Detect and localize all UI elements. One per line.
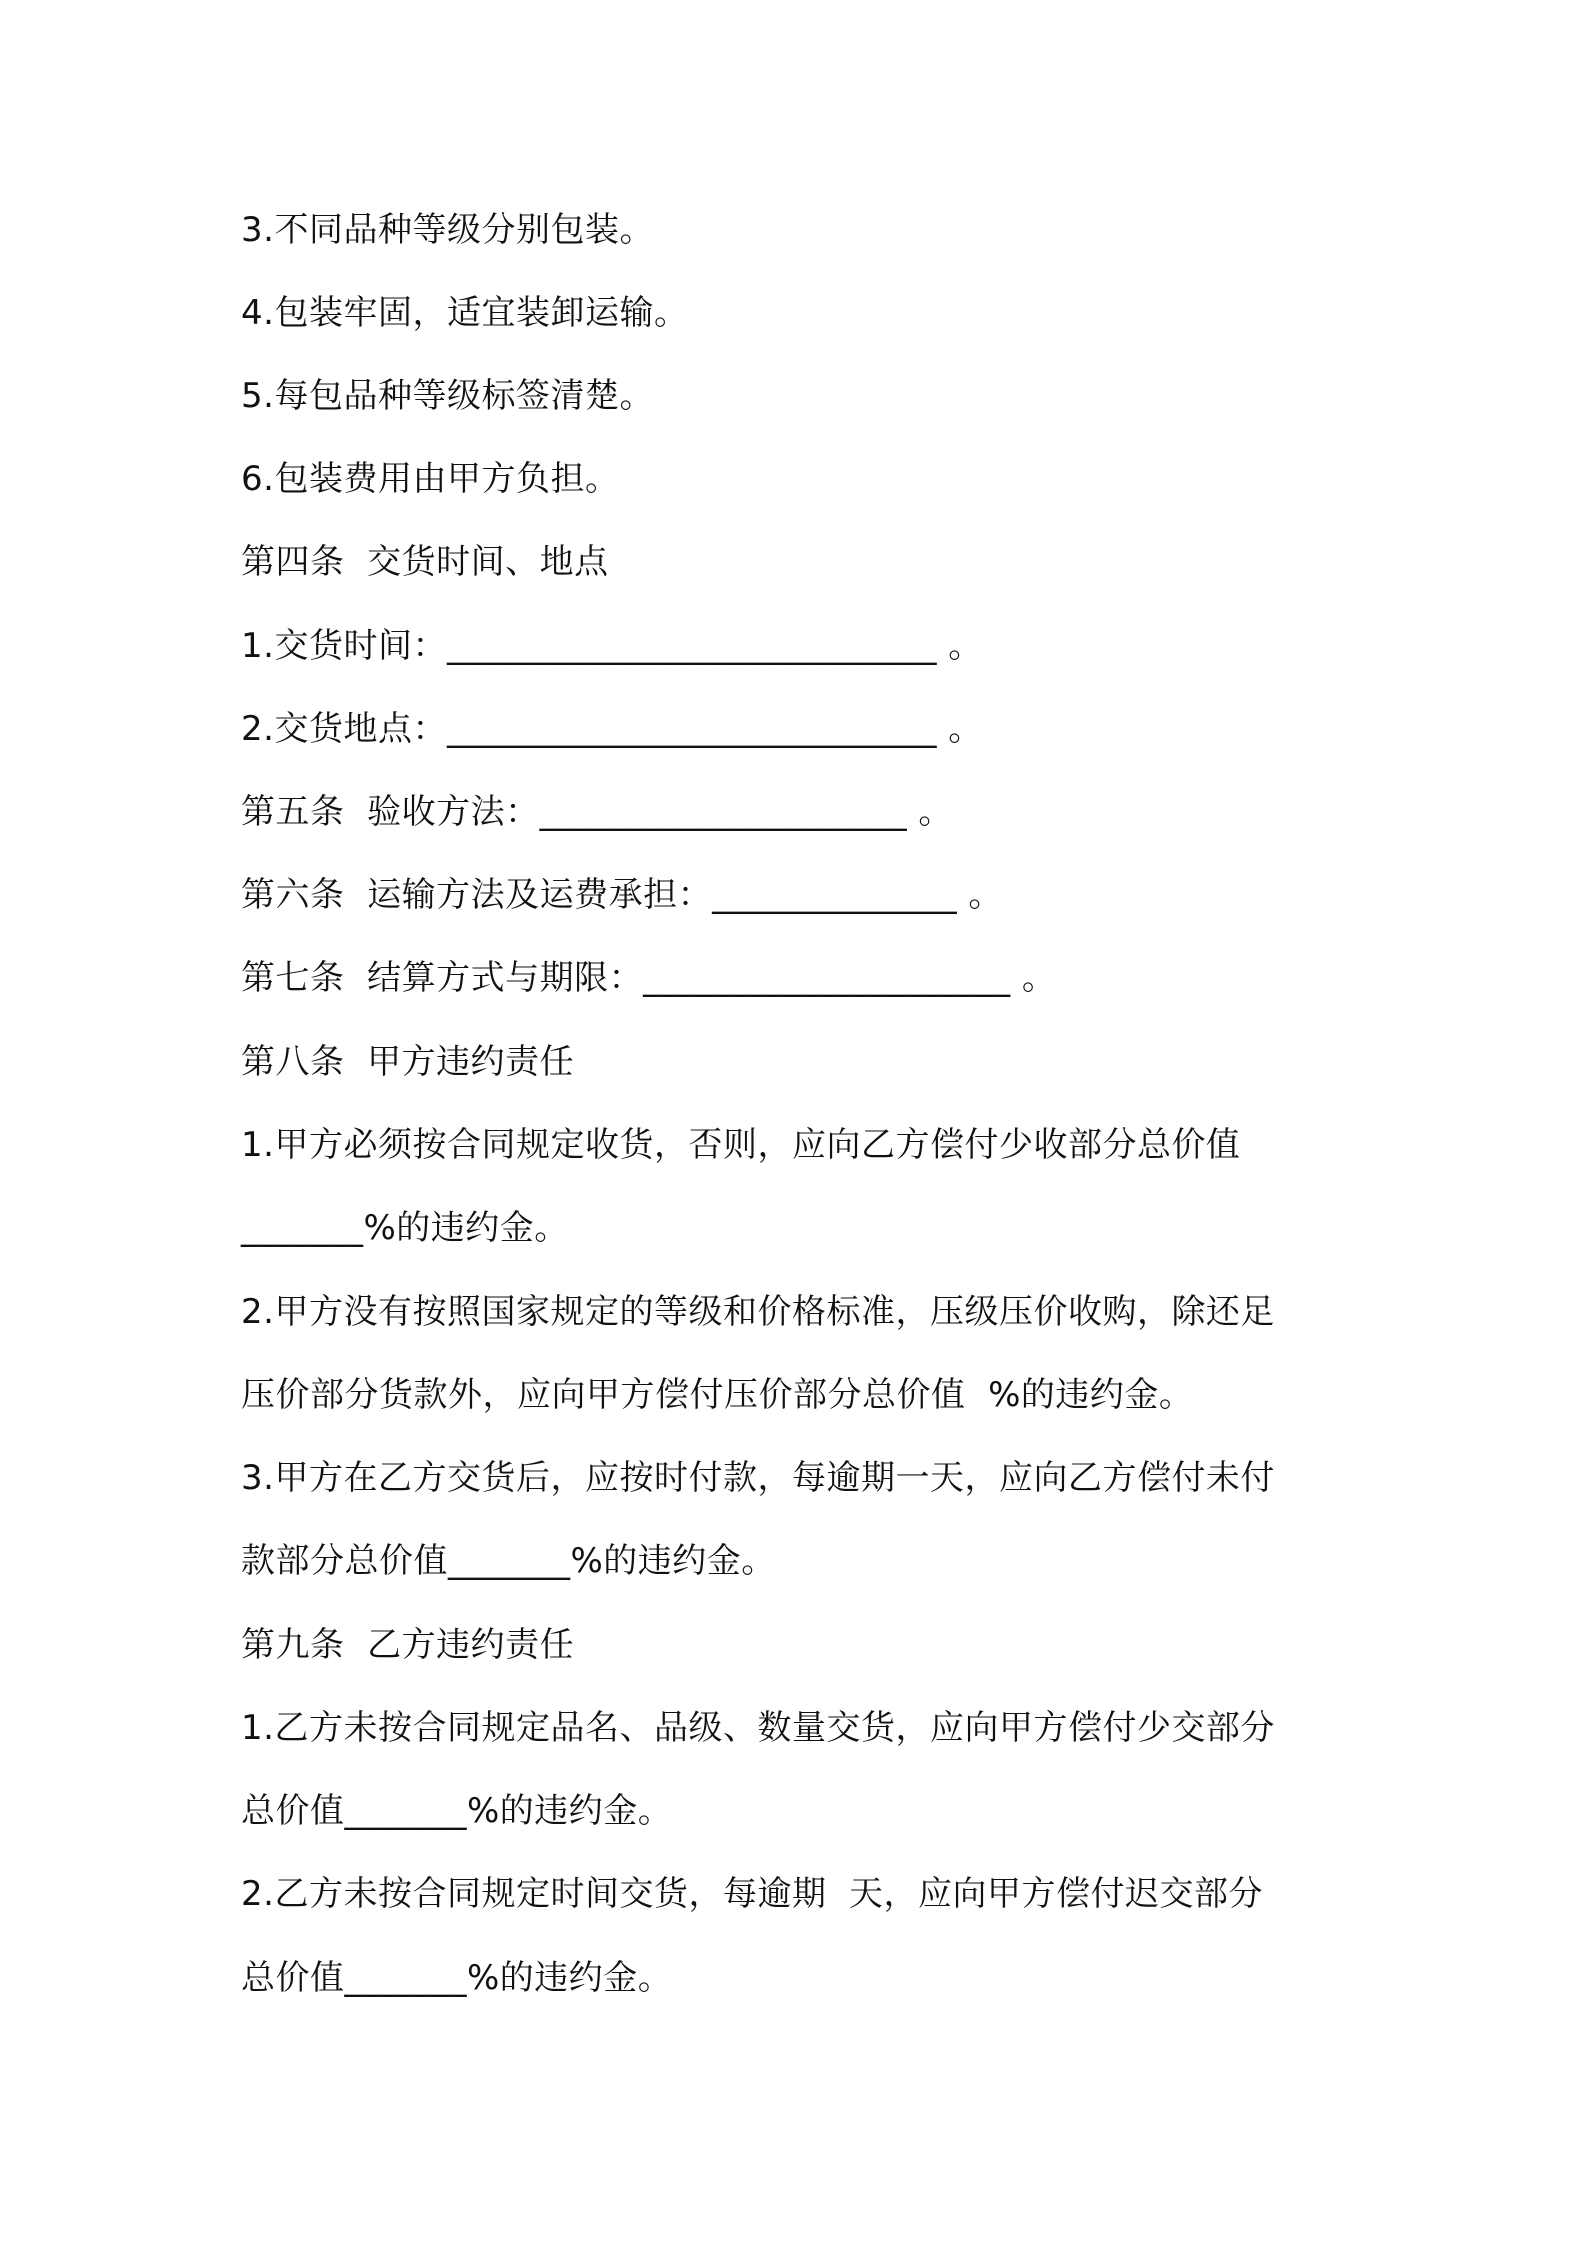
clause-3-item-3: 3.不同品种等级分别包装。 xyxy=(241,210,654,250)
article-6-transport-line: 第六条 运输方法及运费承担：______________ 。 xyxy=(241,875,1003,915)
article-9-item-1-line-2: 总价值_______%的违约金。 xyxy=(241,1791,673,1831)
delivery-time-line: 1.交货时间：____________________________ 。 xyxy=(241,626,983,666)
article-4-heading: 第四条 交货时间、地点 xyxy=(241,542,609,582)
article-8-item-3-line-1: 3.甲方在乙方交货后，应按时付款，每逾期一天，应向乙方偿付未付 xyxy=(241,1458,1275,1498)
article-8-item-2-line-1: 2.甲方没有按照国家规定的等级和价格标准，压级压价收购，除还足 xyxy=(241,1292,1275,1332)
clause-3-item-6: 6.包装费用由甲方负担。 xyxy=(241,459,620,499)
article-8-item-1-line-1: 1.甲方必须按合同规定收货，否则，应向乙方偿付少收部分总价值 xyxy=(241,1125,1241,1165)
article-9-item-2-line-2: 总价值_______%的违约金。 xyxy=(241,1958,673,1998)
clause-3-item-5: 5.每包品种等级标签清楚。 xyxy=(241,376,654,416)
article-9-item-2-line-1: 2.乙方未按合同规定时间交货，每逾期 天，应向甲方偿付迟交部分 xyxy=(241,1874,1264,1914)
article-8-item-3-line-2: 款部分总价值_______%的违约金。 xyxy=(241,1541,776,1581)
delivery-place-line: 2.交货地点：____________________________ 。 xyxy=(241,709,983,749)
article-8-item-1-line-2: _______%的违约金。 xyxy=(241,1208,569,1248)
article-8-heading: 第八条 甲方违约责任 xyxy=(241,1042,575,1082)
article-8-item-2-line-2: 压价部分货款外，应向甲方偿付压价部分总价值 %的违约金。 xyxy=(241,1375,1194,1415)
clause-3-item-4: 4.包装牢固，适宜装卸运输。 xyxy=(241,293,689,333)
article-9-heading: 第九条 乙方违约责任 xyxy=(241,1625,575,1665)
article-7-settlement-line: 第七条 结算方式与期限：_____________________ 。 xyxy=(241,958,1057,998)
article-9-item-1-line-1: 1.乙方未按合同规定品名、品级、数量交货，应向甲方偿付少交部分 xyxy=(241,1708,1275,1748)
article-5-acceptance-line: 第五条 验收方法：_____________________ 。 xyxy=(241,792,953,832)
